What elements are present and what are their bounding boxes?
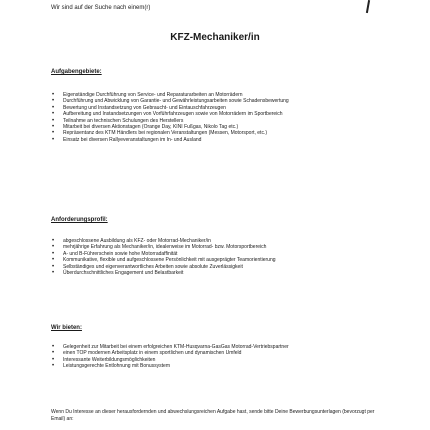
- job-title: KFZ-Mechaniker/in: [170, 32, 260, 43]
- list-item: • einen TOP modernen Arbeitsplatz in einem sportlichen und dynamischen Umfeld: [51, 350, 371, 356]
- list-item: • Bewertung und Instandsetzung von Gebraucht- und Eintauschfahrzeugen: [51, 105, 371, 111]
- list-item: • Überdurchschnittliches Engagement und Belastbarkeit: [51, 270, 371, 276]
- benefits-list: [51, 344, 371, 370]
- pen-mark: [366, 0, 370, 13]
- list-item: • Eigenständige Durchführung von Service- und Reparaturarbeiten an Motorrädern: [51, 92, 371, 98]
- section-heading-wir-bieten: Wir bieten:: [51, 325, 82, 331]
- list-item: • Interessante Weiterbildungsmöglichkeiten: [51, 357, 371, 363]
- list-item: • A- und B-Führerschein sowie hohe Motorradaffinität: [51, 251, 371, 257]
- list-item: • Selbständiges und eigenverantwortliches Arbeiten sowie absolute Zuverlässigkeit: [51, 264, 371, 270]
- section-heading-aufgabengebiete: Aufgabengebiete:: [51, 69, 102, 75]
- list-item: • Gelegenheit zur Mitarbeit bei einem erfolgreichen KTM-Husqvarna-GasGas Motorrad-Vertriebspartner: [51, 344, 371, 350]
- list-item: • Einsatz bei diversen Rallyeveranstaltungen im In- und Ausland: [51, 137, 371, 143]
- list-item: • Teilnahme an technischen Schulungen des Herstellers: [51, 118, 371, 124]
- list-item: • Aufbereitung und Instandsetzungen von Vorführfahrzeugen sowie von Motorrädern im Sportbereich: [51, 111, 371, 117]
- list-item: • abgeschlossene Ausbildung als KFZ- oder Motorrad-Mechaniker/in: [51, 238, 371, 244]
- closing-paragraph: Wenn Du Interesse an dieser herausfordernden und abwechslungsreichen Aufgabe hast, sende bitte Deine Bewerbungsunterlagen (bevorzugt per Email) an:: [51, 409, 375, 422]
- list-item: • Mitarbeit bei diversen Aktionstagen (Orange Day, KINI Fußgas, Nikolo Tag etc.): [51, 124, 371, 130]
- section-heading-anforderungsprofil: Anforderungsprofil:: [51, 217, 108, 223]
- list-item: • Repräsentanz des KTM Händlers bei regionalen Veranstaltungen (Messen, Motorsport, etc.): [51, 130, 371, 136]
- task-list: [51, 92, 371, 143]
- list-item: • Leistungsgerechte Entlohnung mit Bonussystem: [51, 363, 371, 369]
- intro-text: Wir sind auf der Suche nach einem(r): [51, 5, 151, 11]
- list-item: • mehrjährige Erfahrung als Mechaniker/in, idealerweise im Motorrad- bzw. Motorsportbereich: [51, 244, 371, 250]
- requirements-list: [51, 238, 371, 276]
- list-item: • Kommunikative, flexible und aufgeschlossene Persönlichkeit mit ausgeprägter Teamorientierung: [51, 257, 371, 263]
- list-item: • Durchführung und Abwicklung von Garantie- und Gewährleistungsarbeiten sowie Schadensbewertung: [51, 98, 371, 104]
